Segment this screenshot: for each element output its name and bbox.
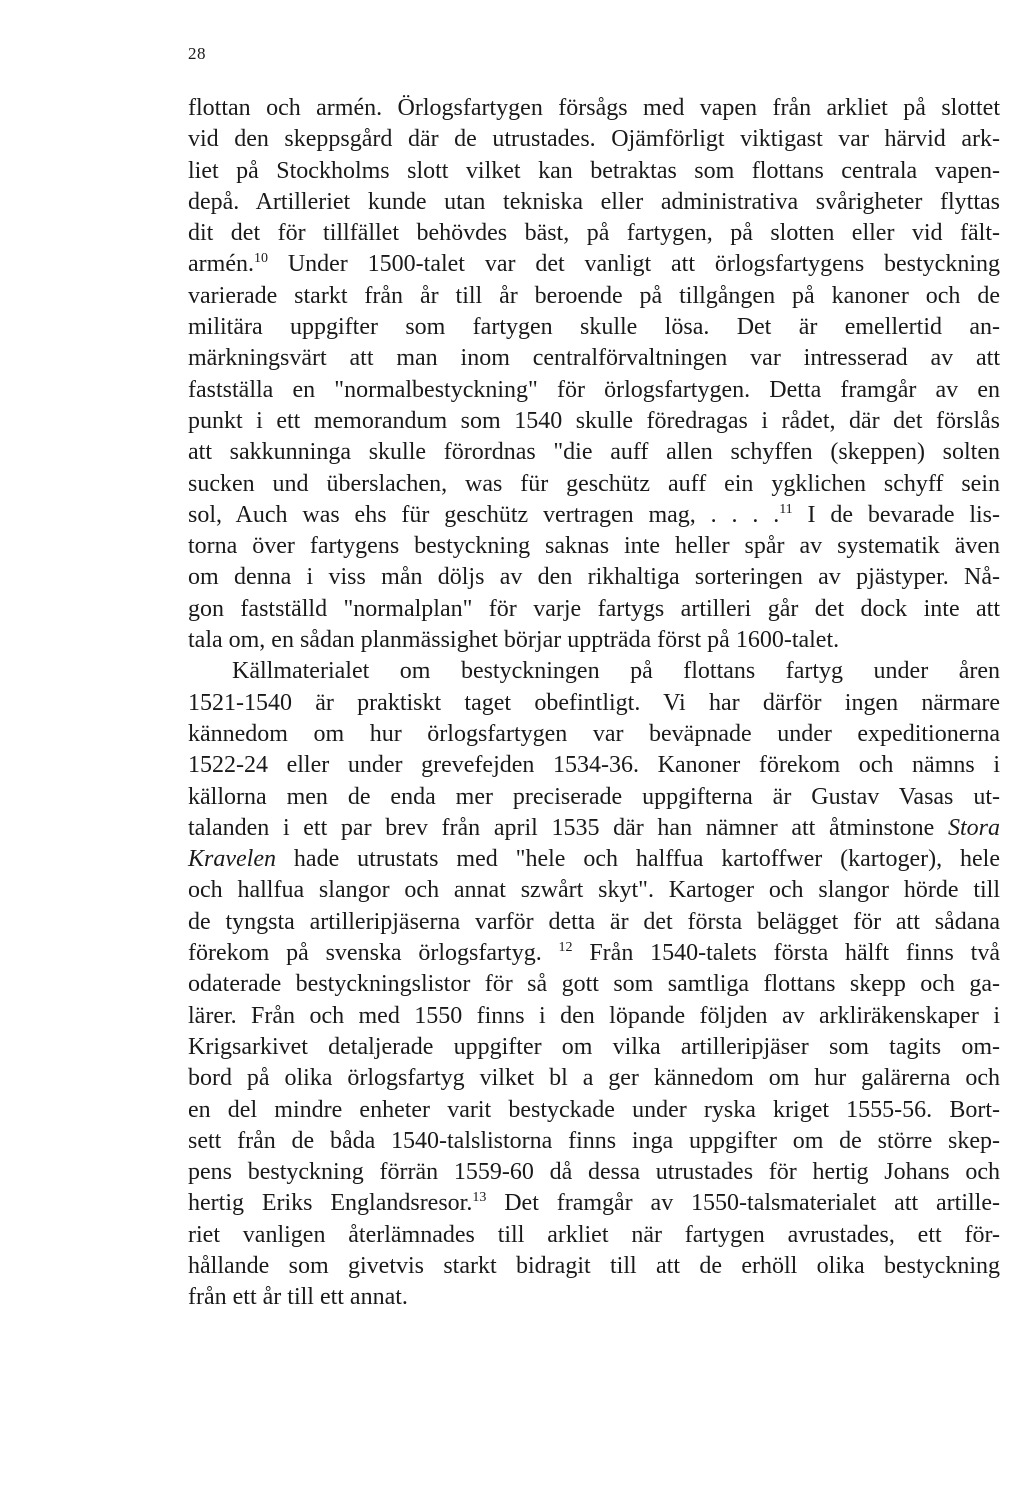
text-line: de tyngsta artilleripjäserna varför detta är det första belägget för att sådana — [188, 908, 1000, 935]
text-line: varierade starkt från år till år beroende på tillgången på kanoner och de — [188, 282, 1000, 309]
text-line: depå. Artilleriet kunde utan tekniska eller administrativa svårigheter flyttas — [188, 188, 1000, 215]
text-line: om denna i viss mån döljs av den rikhaltiga sorteringen av pjästyper. Nå- — [188, 564, 1000, 591]
page-number: 28 — [188, 44, 206, 63]
text-line: Kravelen hade utrustats med "hele och halffua kartoffwer (kartoger), hele — [188, 846, 1000, 873]
italic-ship-name: Kravelen — [188, 846, 276, 873]
text-line: sol, Auch was ehs für geschütz vertragen mag, . . . .$^{11}$ I de bevarade lis- — [188, 501, 1000, 528]
text-line: 1521-1540 är praktiskt taget obefintligt. Vi har därför ingen närmare — [188, 689, 1000, 716]
text-line: kännedom om hur örlogsfartygen var beväpnade under expeditionerna — [188, 720, 1000, 747]
text-line: källorna men de enda mer preciserade uppgifterna är Gustav Vasas ut- — [188, 783, 1000, 810]
text-line: hertig Eriks Englandsresor.$^{13}$ Det framgår av 1550-talsmaterialet att artille- — [188, 1190, 1000, 1217]
text-line: lärer. Från och med 1550 finns i den löpande följden av arkliräkenskaper i — [188, 1002, 1000, 1029]
text-line: punkt i ett memorandum som 1540 skulle föredragas i rådet, där det förslås — [188, 407, 1000, 434]
footnote-marker: 10 — [253, 251, 268, 267]
text-line: att sakkunninga skulle förordnas "die auff allen schyffen (skeppen) solten — [188, 439, 1000, 466]
text-line: Källmaterialet om bestyckningen på flottans fartyg under åren — [232, 658, 1000, 685]
text-line: dit det för tillfället behövdes bäst, på fartygen, på slotten eller vid fält- — [188, 220, 1000, 247]
text-line: vid den skeppsgård där de utrustades. Ojämförligt viktigast var härvid ark- — [188, 126, 1000, 153]
paragraph — [188, 93, 1000, 656]
text-line: och hallfua slangor och annat szwårt skyt". Kartoger och slangor hörde till — [188, 877, 1000, 904]
text-line: Krigsarkivet detaljerade uppgifter om vilka artilleripjäser som tagits om- — [188, 1033, 1000, 1060]
footnote-marker: 13 — [472, 1190, 487, 1206]
text-line: hållande som givetvis starkt bidragit till att de erhöll olika bestyckning — [188, 1252, 1000, 1279]
text-line: märkningsvärt att man inom centralförvaltningen var intresserad av att — [188, 345, 1000, 372]
text-line: liet på Stockholms slott vilket kan betraktas som flottans centrala vapen- — [188, 157, 1000, 184]
text-line: odaterade bestyckningslistor för så gott som samtliga flottans skepp och ga- — [188, 971, 1000, 998]
text-line: gon fastställd "normalplan" för varje fartygs artilleri går det dock inte att — [188, 595, 1000, 622]
text-line: tala om, en sådan planmässighet börjar uppträda först på 1600-talet. — [188, 627, 840, 654]
text-line: sett från de båda 1540-talslistorna finns inga uppgifter om de större skep- — [188, 1127, 1000, 1154]
text-line: en del mindre enheter varit bestyckade under ryska kriget 1555-56. Bort- — [188, 1096, 1000, 1123]
text-line: bord på olika örlogsfartyg vilket bl a ger kännedom om hur galärerna och — [188, 1065, 1000, 1092]
text-line: flottan och armén. Örlogsfartygen försågs med vapen från arkliet på slottet — [188, 95, 1000, 121]
italic-ship-name: Stora — [947, 814, 1000, 841]
text-line: förekom på svenska örlogsfartyg. $^{12}$ Från 1540-talets första hälft finns två — [188, 940, 1000, 967]
footnote-marker: 11 — [779, 501, 793, 517]
text-line: pens bestyckning förrän 1559-60 då dessa utrustades för hertig Johans och — [188, 1159, 1000, 1186]
text-line: militära uppgifter som fartygen skulle lösa. Det är emellertid an- — [188, 314, 1000, 341]
text-line: fastställa en "normalbestyckning" för örlogsfartygen. Detta framgår av en — [188, 376, 1000, 403]
text-line: 1522-24 eller under grevefejden 1534-36. Kanoner förekom och nämns i — [188, 752, 1000, 779]
body-text — [188, 93, 1000, 1314]
text-line: torna över fartygens bestyckning saknas inte heller spår av systematik även — [188, 533, 1000, 560]
text-line: armén.$^{10}$ Under 1500-talet var det vanligt att örlogsfartygens bestyckning — [188, 251, 1000, 278]
text-line: riet vanligen återlämnades till arkliet när fartygen avrustades, ett för- — [188, 1221, 1000, 1248]
text-line: sucken und überslachen, was für geschütz auff ein ygklichen schyff sein — [188, 470, 1000, 497]
text-line: talanden i ett par brev från april 1535 där han nämner att åtminstone Stora — [188, 814, 1000, 841]
text-line: från ett år till ett annat. — [188, 1284, 408, 1311]
paragraph — [188, 656, 1000, 1313]
footnote-marker: 12 — [558, 940, 573, 956]
